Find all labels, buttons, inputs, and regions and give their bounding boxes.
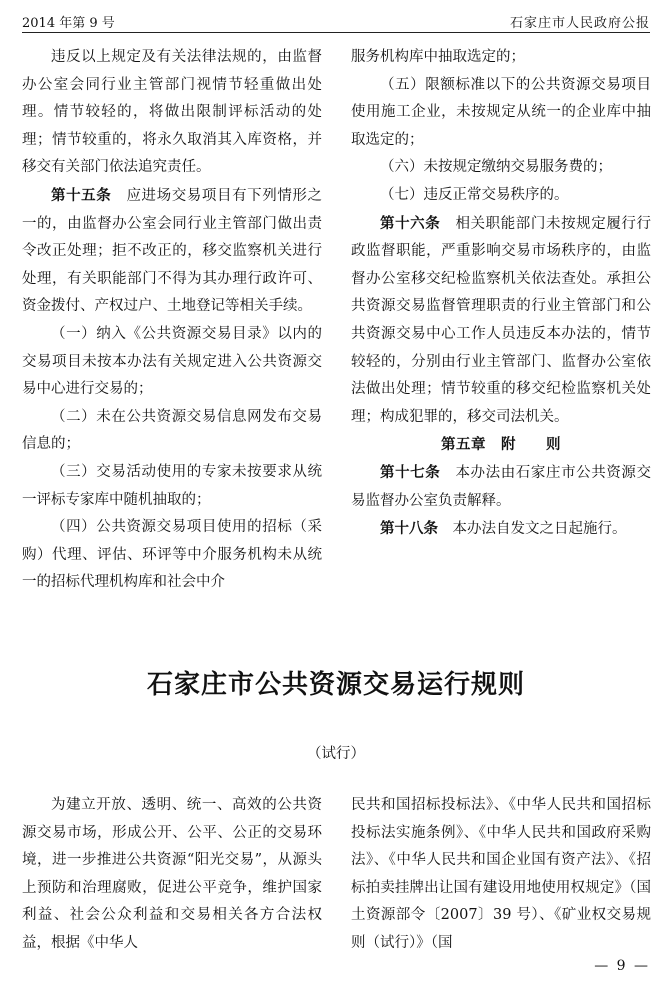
list-item: （一）纳入《公共资源交易目录》以内的交易项目未按本办法有关规定进入公共资源交易中心进行交易的； <box>22 325 322 398</box>
list-item: （七）违反正常交易秩序的。 <box>380 186 569 203</box>
article-label: 第十六条 <box>380 214 441 232</box>
article-16 <box>351 210 651 432</box>
article-text: 本办法由石家庄市公共资源交易监督办公室负责解释。 <box>351 464 652 509</box>
article-label: 第十七条 <box>380 463 441 481</box>
page-header <box>22 10 650 33</box>
article-text: 本办法自发文之日起施行。 <box>452 521 627 538</box>
article-17 <box>351 459 651 515</box>
list-item: （五）限额标准以下的公共资源交易项目使用施工企业，未按规定从统一的企业库中抽取选定的； <box>351 76 651 148</box>
article-label: 第十五条 <box>51 186 112 204</box>
publication-name: 石家庄市人民政府公报 <box>509 16 650 31</box>
paragraph: 违反以上规定及有关法律法规的，由监督办公室会同行业主管部门视情节轻重做出处理。情节较轻的，将做出限制评标活动的处理；情节较重的，将永久取消其入库资格，并移交有关部门依法追究责任。 <box>22 49 322 176</box>
paragraph-continuation: 民共和国招标投标法》、《中华人民共和国招标投标法实施条例》、《中华人民共和国政府采购法》、《中华人民共和国企业国有资产法》、《招标拍卖挂牌出让国有建设用地使用权规定》（国土资源部令〔2007〕39 号）、《矿业权交易规则（试行）》（国 <box>351 797 651 951</box>
document-subtitle: （试行） <box>307 746 365 762</box>
article-label: 第十八条 <box>380 520 438 538</box>
bottom-right-column <box>351 792 651 958</box>
bottom-left-column <box>22 792 322 958</box>
list-item-continuation: 服务机构库中抽取选定的； <box>351 49 525 65</box>
list-item: （六）未按规定缴纳交易服务费的； <box>380 159 612 176</box>
article-15 <box>22 182 322 321</box>
article-18 <box>351 515 651 544</box>
document-title: 石家庄市公共资源交易运行规则 <box>146 670 525 700</box>
article-text: 相关职能部门未按规定履行行政监督职能，严重影响交易市场秩序的，由监督办公室移交纪检监察机关依法查处。承担公共资源交易监督管理职责的行业主管部门和公共资源交易中心工作人员违反本办法的，情节较轻的，分别由行业主管部门、监督办公室依法做出处理；情节较重的移交纪检监察机关处理；构成犯罪的，移交司法机关。 <box>351 215 652 425</box>
top-left-column <box>22 44 322 597</box>
issue-number: 2014 年第 9 号 <box>22 16 115 31</box>
page-number: — 9 — <box>594 958 650 974</box>
chapter-heading: 第五章 附 则 <box>441 436 561 454</box>
list-item: （二）未在公共资源交易信息网发布交易信息的； <box>22 408 322 453</box>
paragraph: 为建立开放、透明、统一、高效的公共资源交易市场，形成公开、公平、公正的交易环境，进一步推进公共资源“阳光交易”，从源头上预防和治理腐败，促进公平竞争，维护国家利益、社会公众利益和交易相关各方合法权益，根据《中华人 <box>22 797 322 951</box>
list-item: （四）公共资源交易项目使用的招标（采购）代理、评估、环评等中介服务机构未从统一的招标代理机构库和社会中介 <box>22 519 322 591</box>
top-right-column <box>351 44 651 544</box>
article-text: 应进场交易项目有下列情形之一的，由监督办公室会同行业主管部门做出责令改正处理；拒不改正的，移交监察机关进行处理，有关职能部门不得为其办理行政许可、资金拨付、产权过户、土地登记等相关手续。 <box>22 187 323 315</box>
list-item: （三）交易活动使用的专家未按要求从统一评标专家库中随机抽取的； <box>22 463 322 508</box>
